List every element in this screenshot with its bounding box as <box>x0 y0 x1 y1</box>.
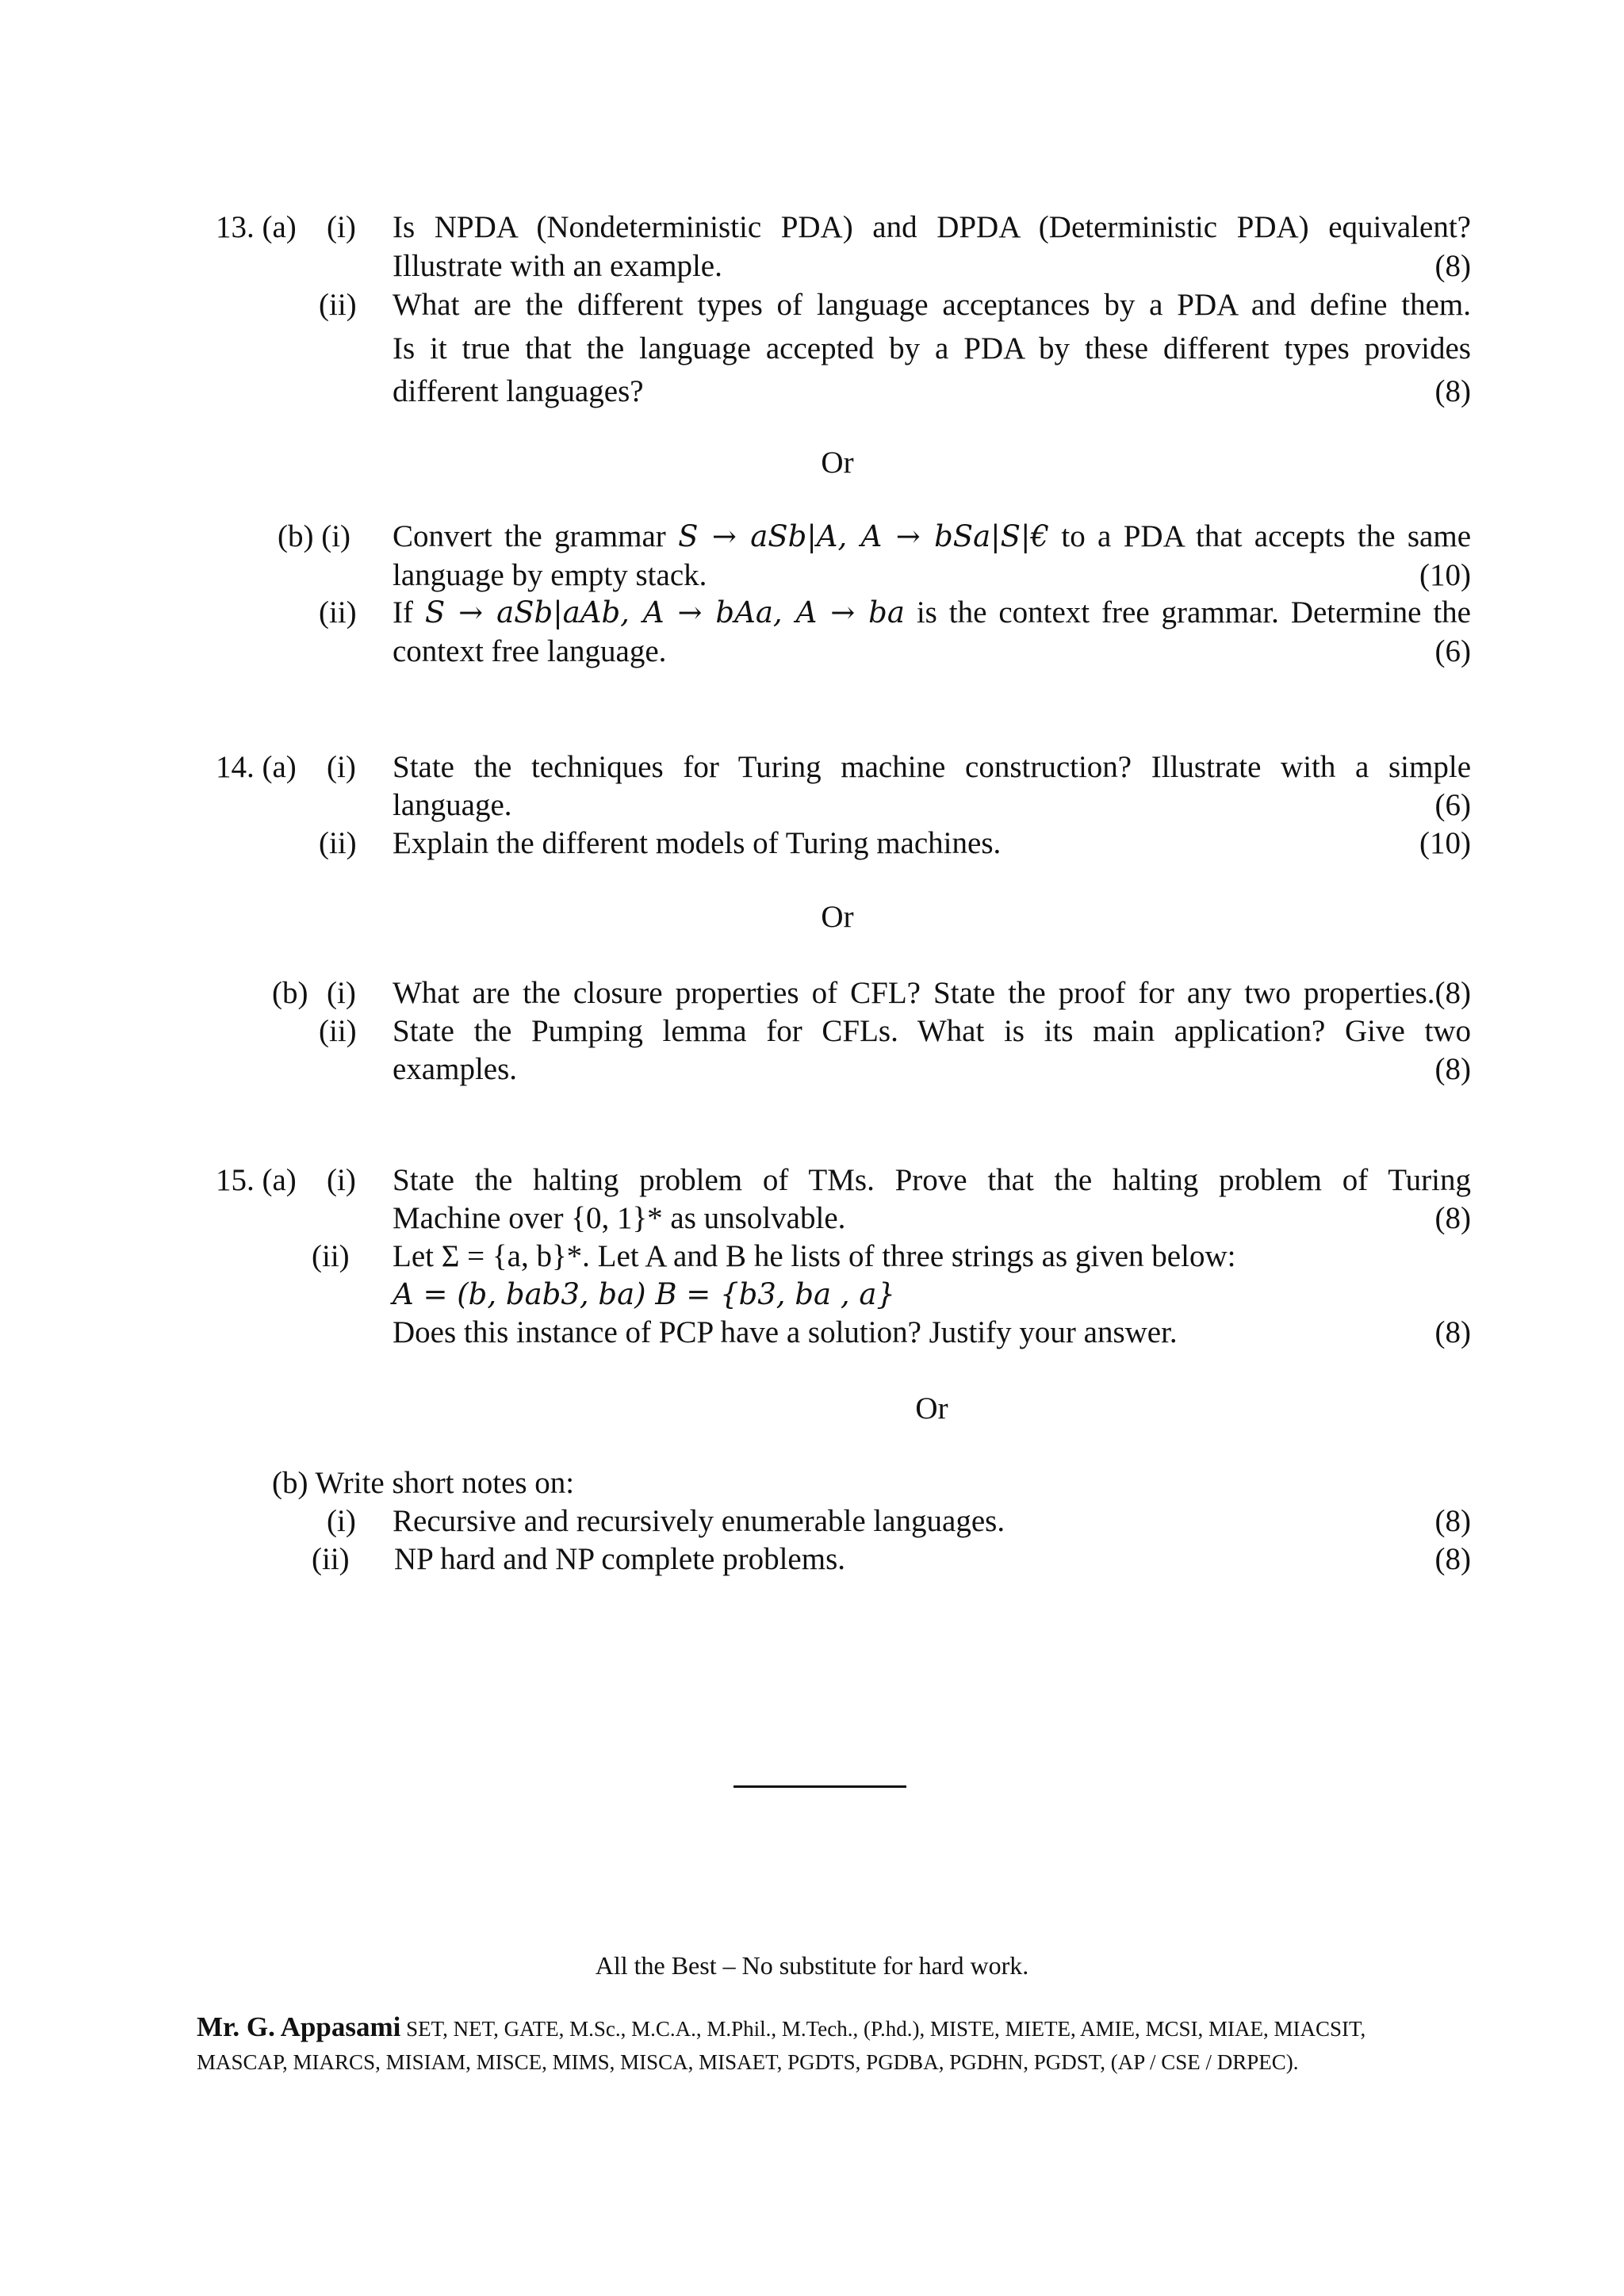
q15-number: 15. (a) <box>216 1163 297 1197</box>
q13-b-i-text <box>393 518 1471 556</box>
q14-b-ii-row2 <box>0 1050 1624 1089</box>
end-divider-line <box>733 1785 906 1788</box>
q14-b-label: (b) <box>272 976 308 1010</box>
q15-a-i-marks: (8) <box>1434 1201 1471 1235</box>
q13-b-ii-text-post: is the context free grammar. Determine the <box>916 595 1471 629</box>
q13-b-i-text-pre: Convert the grammar <box>393 519 666 553</box>
footer-line-1 <box>197 2011 1481 2045</box>
q15-a-ii-text: Let Σ = {a, b}*. Let A and B he lists of three strings as given below: <box>393 1239 1236 1273</box>
q13-a-ii-label: (ii) <box>319 288 357 322</box>
q14-b-i-label: (i) <box>327 976 356 1010</box>
q13-a-ii-text-2: Is it true that the language accepted by a PDA by these different types provides <box>393 331 1471 365</box>
q13-a-i-row <box>0 209 1624 247</box>
q14-a-i-text-2: language. <box>393 788 512 822</box>
q13-a-i-text-2: Illustrate with an example. <box>393 249 722 283</box>
q14-a-i-text: State the techniques for Turing machine construction? Illustrate with a simple <box>393 750 1471 784</box>
q14-a-ii-text: Explain the different models of Turing machines. <box>393 826 1002 860</box>
q13-a-ii-row <box>0 286 1624 324</box>
q13-b-ii-marks: (6) <box>1434 634 1471 668</box>
q13-b-i-grammar: S → aSb|A, A → bSa|S|€ <box>678 519 1049 553</box>
q14-b-ii-text-2: examples. <box>393 1052 518 1086</box>
author-credentials-1: SET, NET, GATE, M.Sc., M.C.A., M.Phil., M.Tech., (P.hd.), MISTE, MIETE, AMIE, MCSI, MIAE, MIACSIT, <box>406 2017 1366 2041</box>
q13-a-i-marks: (8) <box>1434 249 1471 283</box>
q13-b-i-marks: (10) <box>1419 558 1471 592</box>
q13-b-i-text-2: language by empty stack. <box>393 558 707 592</box>
q15-a-i-text: State the halting problem of TMs. Prove that the halting problem of Turing <box>393 1163 1471 1197</box>
q14-number: 14. (a) <box>216 750 297 784</box>
q15-b-ii-row <box>0 1540 1624 1578</box>
q14-b-ii-text: State the Pumping lemma for CFLs. What is its main application? Give two <box>393 1014 1471 1048</box>
q13-a-ii-row3 <box>0 373 1624 411</box>
q13-b-i-row2 <box>0 557 1624 595</box>
author-footer <box>197 2011 1481 2079</box>
q15-a-ii-text-3: Does this instance of PCP have a solution? Justify your answer. <box>393 1315 1178 1349</box>
q13-b-i-text-post: to a PDA that accepts the same <box>1061 519 1472 553</box>
q15-b-ii-label: (ii) <box>312 1542 350 1576</box>
q13-a-ii-text: What are the different types of language acceptances by a PDA and define them. <box>393 288 1471 322</box>
q15-b-heading-row <box>0 1464 1624 1502</box>
q13-b-i-row <box>0 518 1624 556</box>
q15-b-heading: (b) Write short notes on: <box>272 1466 575 1500</box>
q15-a-ii-row3 <box>0 1314 1624 1352</box>
q13-number: 13. (a) <box>216 210 297 244</box>
q13-b-ii-grammar: S → aSb|aAb, A → bAa, A → ba <box>424 595 905 629</box>
q15-b-i-marks: (8) <box>1434 1504 1471 1538</box>
q15-a-i-row <box>0 1161 1624 1200</box>
q14-a-ii-marks: (10) <box>1419 826 1471 860</box>
q15-b-i-text: Recursive and recursively enumerable languages. <box>393 1504 1005 1538</box>
q14-a-ii-label: (ii) <box>319 826 357 860</box>
q15-or-divider: Or <box>915 1391 948 1425</box>
q13-or-divider: Or <box>821 446 854 480</box>
closing-message: All the Best – No substitute for hard work. <box>595 1951 1029 1980</box>
q14-b-ii-label: (ii) <box>319 1014 357 1048</box>
q15-a-ii-marks: (8) <box>1434 1315 1471 1349</box>
q15-a-i-row2 <box>0 1200 1624 1238</box>
q14-a-i-marks: (6) <box>1434 788 1471 822</box>
q13-b-ii-row2 <box>0 633 1624 671</box>
q15-b-i-label: (i) <box>327 1504 356 1538</box>
q15-a-ii-row <box>0 1238 1624 1276</box>
q13-b-ii-text <box>393 594 1471 632</box>
q13-b-ii-text-pre: If <box>393 595 413 629</box>
q13-a-i-text: Is NPDA (Nondeterministic PDA) and DPDA (Deterministic PDA) equivalent? <box>393 210 1471 244</box>
q13-b-ii-row <box>0 594 1624 632</box>
q15-b-ii-text: NP hard and NP complete problems. <box>394 1542 846 1576</box>
q13-a-ii-text-3: different languages? <box>393 374 644 408</box>
q13-a-ii-row2 <box>0 330 1624 368</box>
q14-b-i-row <box>0 974 1624 1012</box>
author-name: Mr. G. Appasami <box>197 2011 401 2042</box>
q13-a-i-row2 <box>0 247 1624 285</box>
q15-b-ii-marks: (8) <box>1434 1542 1471 1576</box>
q15-a-ii-row2 <box>0 1276 1624 1314</box>
q13-a-i-label: (i) <box>327 210 356 244</box>
q15-a-ii-lists: A = (b, bab3, ba) B = {b3, ba , a} <box>393 1277 895 1311</box>
q14-a-i-row <box>0 748 1624 786</box>
q13-a-ii-marks: (8) <box>1434 374 1471 408</box>
q14-b-ii-marks: (8) <box>1434 1052 1471 1086</box>
q15-a-i-label: (i) <box>327 1163 356 1197</box>
q14-a-i-row2 <box>0 786 1624 825</box>
q15-a-i-text-2: Machine over {0, 1}* as unsolvable. <box>393 1201 846 1235</box>
q14-a-i-label: (i) <box>327 750 356 784</box>
q15-b-i-row <box>0 1502 1624 1540</box>
q13-b-ii-label: (ii) <box>319 595 357 629</box>
q15-a-ii-label: (ii) <box>312 1239 350 1273</box>
author-credentials-2: MASCAP, MIARCS, MISIAM, MISCE, MIMS, MISCA, MISAET, PGDTS, PGDBA, PGDHN, PGDST, (AP / CSE / DRPEC). <box>197 2050 1299 2074</box>
q14-b-i-text: What are the closure properties of CFL? State the proof for any two properties.(8) <box>393 976 1471 1010</box>
q14-or-divider: Or <box>821 900 854 934</box>
q13-b-ii-text-2: context free language. <box>393 634 667 668</box>
q13-b-label: (b) (i) <box>278 519 351 553</box>
q14-a-ii-row <box>0 825 1624 863</box>
q14-b-ii-row <box>0 1012 1624 1050</box>
